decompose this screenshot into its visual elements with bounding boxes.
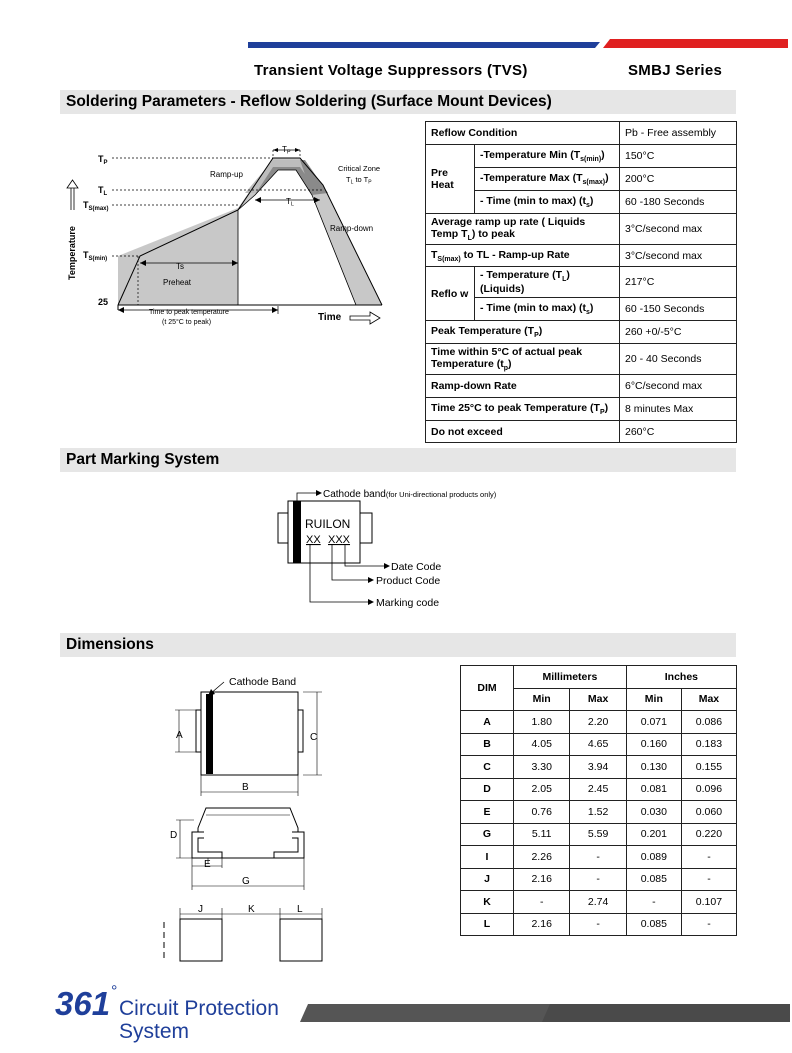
table-cell: 2.26 [514,846,570,869]
table-cell: 2.05 [514,778,570,801]
table-cell: Pre Heat [426,145,475,214]
table-cell: 2.16 [514,868,570,891]
table-cell: 0.76 [514,801,570,824]
dim-k-label: K [248,904,255,915]
ramp-down-label: Ramp-down [330,224,374,233]
section-band-marking [60,448,736,472]
table-cell: 200°C [620,168,737,191]
table-row [461,913,737,936]
table-row [426,214,737,245]
table-cell: - Time (min to max) $(t_s)$ [475,191,620,214]
table-cell: - [681,868,736,891]
table-cell: 3.30 [514,756,570,779]
table-cell: Time within 5°C of actual peak Temperature $(t_p)$ [426,344,620,375]
label-tp: $T_P$ [98,154,108,166]
table-cell: 0.085 [626,913,681,936]
header-title: Transient Voltage Suppressors (TVS) [254,62,528,79]
table-row [426,421,737,443]
table-cell: 0.155 [681,756,736,779]
table-cell: Reflow Condition [426,122,620,145]
table-row [461,756,737,779]
dimensions-table [460,665,737,936]
marking-code-label: Marking code [376,597,440,609]
table-cell: 60 -180 Seconds [620,191,737,214]
label-25: 25 [98,297,109,307]
dim-d-label: D [170,830,178,841]
table-cell: D [461,778,514,801]
table-cell: 0.060 [681,801,736,824]
table-cell: 6°C/second max [620,375,737,398]
part-marking-diagram [270,483,530,613]
table-cell: 150°C [620,145,737,168]
footer-stripe [300,1004,790,1024]
table-row [461,801,737,824]
table-row [461,868,737,891]
table-cell: J [461,868,514,891]
table-cell: 0.220 [681,823,736,846]
table-cell: - [514,891,570,914]
dim-e-label: E [204,859,211,870]
table-cell: 0.160 [626,733,681,756]
table-cell: 0.096 [681,778,736,801]
header-stripe [248,39,788,51]
table-cell: $T_{S(max)}$ to TL - Ramp-up Rate [426,245,620,267]
preheat-label: Preheat [163,278,192,287]
date-code-label: Date Code [391,561,442,573]
table-row [426,245,737,267]
table-cell: -Temperature Max $(T_{s(max)})$ [475,168,620,191]
table-cell: 0.085 [626,868,681,891]
temperature-axis-label: Temperature [67,226,77,280]
tp-time-label: TP [282,145,291,156]
table-cell: 0.107 [681,891,736,914]
marking-code-placeholder: XX [306,534,321,546]
header-series: SMBJ Series [628,62,723,79]
table-cell: - [681,913,736,936]
product-code-label: Product Code [376,575,441,587]
section-title-marking: Part Marking System [66,451,220,468]
table-cell: 0.071 [626,711,681,734]
dimension-drawing [150,672,350,962]
table-cell: B [461,733,514,756]
inch-header: Inches [626,666,736,689]
dim-j-label: J [198,904,203,915]
time-to-peak-label-2: (t 25°C to peak) [162,319,212,326]
table-cell: 0.183 [681,733,736,756]
table-cell: I [461,846,514,869]
table-cell: 20 - 40 Seconds [620,344,737,375]
table-cell: 0.081 [626,778,681,801]
table-cell: Peak Temperature $(T_P)$ [426,321,620,344]
table-row [461,733,737,756]
table-cell: G [461,823,514,846]
table-row [461,891,737,914]
logo-degree: ° [111,983,118,1000]
table-row [426,145,737,168]
table-cell: 2.20 [570,711,626,734]
table-cell: - [681,846,736,869]
table-cell: 60 -150 Seconds [620,298,737,321]
mm-header: Millimeters [514,666,627,689]
ramp-up-label: Ramp-up [210,170,243,179]
dimensions-table-body [461,711,737,936]
table-cell: Reflo w [426,267,475,321]
logo-line-1: Circuit Protection [119,997,279,1020]
header-bar [248,38,788,50]
table-row [426,267,737,298]
section-band-soldering [60,90,736,114]
in-min-header: Min [626,688,681,711]
table-row [426,321,737,344]
table-cell: C [461,756,514,779]
table-cell: 0.089 [626,846,681,869]
cathode-band-label: Cathode band(for Uni-directional products only) [323,489,497,500]
table-row [426,122,737,145]
time-axis-label: Time [318,312,342,323]
mm-max-header: Max [570,688,626,711]
table-cell: - Time (min to max) $(t_s)$ [475,298,620,321]
dim-c-label: C [310,732,318,743]
table-cell: 4.05 [514,733,570,756]
time-to-peak-label: Time to peak temperature [149,309,229,316]
table-cell: 1.80 [514,711,570,734]
table-cell: 260°C [620,421,737,443]
table-cell: 0.201 [626,823,681,846]
ts-label: Ts [176,262,184,271]
tl-time-label: TL [286,197,294,208]
in-max-header: Max [681,688,736,711]
table-cell: E [461,801,514,824]
table-cell: - [570,846,626,869]
critical-zone-range: $T_L$ to $T_P$ [346,175,372,186]
table-row [426,344,737,375]
critical-zone-label: Critical Zone [338,164,381,173]
table-cell: 2.74 [570,891,626,914]
table-cell: Do not exceed [426,421,620,443]
table-cell: - [570,913,626,936]
cathode-band-dim-label: Cathode Band [229,676,297,688]
label-tsmax: $T_{S(max)}$ [83,200,109,212]
table-row [426,375,737,398]
table-cell: 2.45 [570,778,626,801]
table-cell: L [461,913,514,936]
table-cell: 2.16 [514,913,570,936]
table-cell: 3°C/second max [620,245,737,267]
table-row [426,398,737,421]
table-cell: 1.52 [570,801,626,824]
table-cell: - Temperature $(T_L)$ (Liquids) [475,267,620,298]
table-cell: - [626,891,681,914]
table-cell: 5.11 [514,823,570,846]
table-cell: 217°C [620,267,737,298]
table-cell: Time 25°C to peak Temperature $(T_P)$ [426,398,620,421]
table-cell: Ramp-down Rate [426,375,620,398]
dim-l-label: L [297,904,303,915]
table-cell: 4.65 [570,733,626,756]
section-band-dimensions [60,633,736,657]
logo-line-2: System [119,1020,190,1043]
table-cell: 0.086 [681,711,736,734]
section-title-soldering: Soldering Parameters - Reflow Soldering (Surface Mount Devices) [66,93,552,110]
reflow-profile-diagram [60,138,390,338]
table-header-row [461,666,737,689]
dim-a-label: A [176,730,183,741]
table-row [461,711,737,734]
dim-header: DIM [461,666,514,711]
mm-min-header: Min [514,688,570,711]
table-cell: K [461,891,514,914]
dim-g-label: G [242,876,250,887]
table-cell: 3.94 [570,756,626,779]
table-row [461,823,737,846]
table-cell: -Temperature Min $(T_{s(min)})$ [475,145,620,168]
table-cell: 8 minutes Max [620,398,737,421]
reflow-condition-table [425,121,737,443]
logo-number: 361 [55,985,111,1022]
table-cell: 0.130 [626,756,681,779]
brand-label: RUILON [305,517,351,531]
table-cell: 260 +0/-5°C [620,321,737,344]
table-cell: - [570,868,626,891]
table-cell: 0.030 [626,801,681,824]
label-tsmin: $T_{S(min)}$ [83,250,108,262]
label-tl: $T_L$ [98,185,108,197]
table-row [461,778,737,801]
table-cell: Average ramp up rate ( Liquids Temp $T_L$) to peak [426,214,620,245]
dim-b-label: B [242,782,249,793]
product-date-placeholder: XXX [328,534,351,546]
table-cell: A [461,711,514,734]
table-cell: 3°C/second max [620,214,737,245]
table-cell: Pb - Free assembly [620,122,737,145]
table-row [461,846,737,869]
table-cell: 5.59 [570,823,626,846]
section-title-dimensions: Dimensions [66,636,154,653]
